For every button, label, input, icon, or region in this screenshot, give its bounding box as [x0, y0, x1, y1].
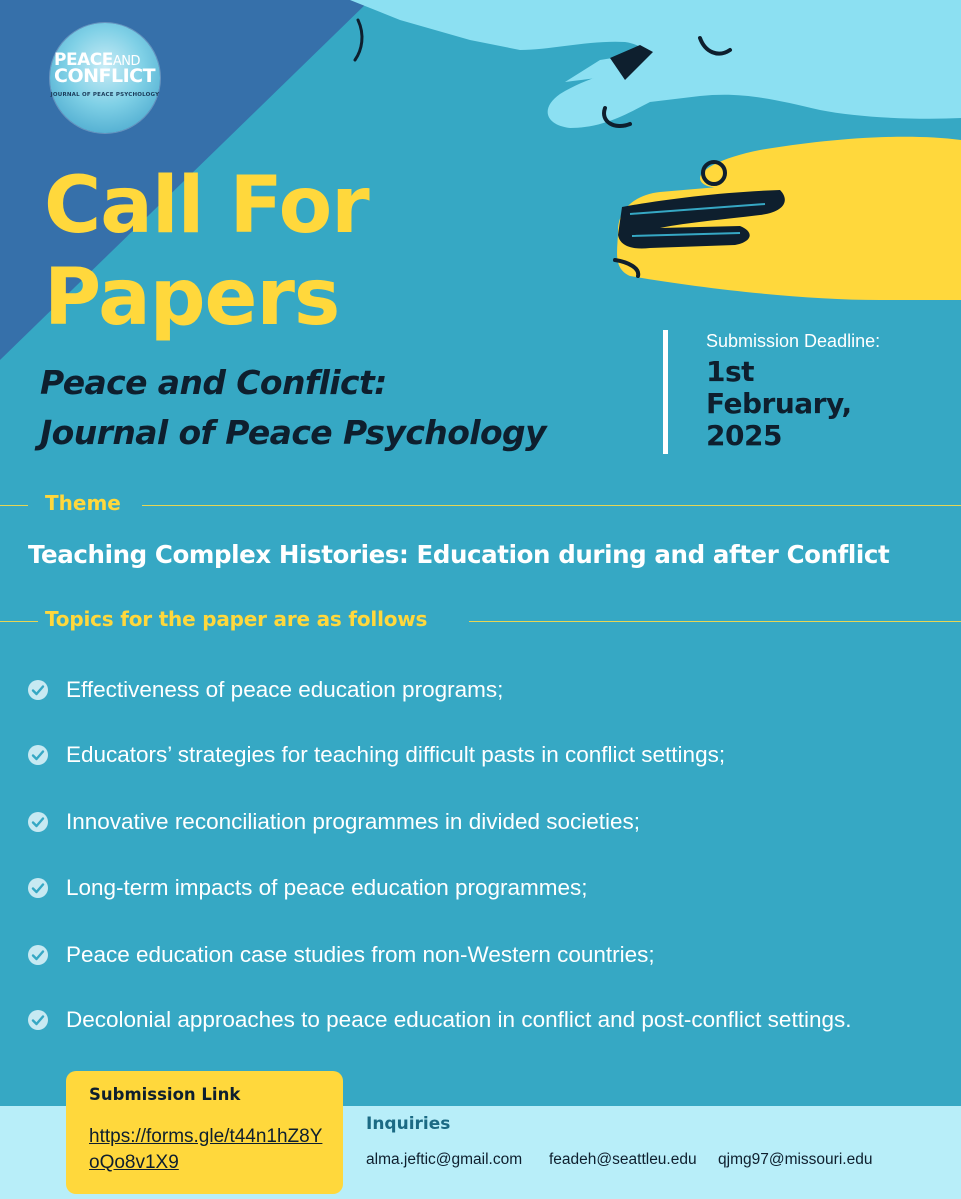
inquiries-title: Inquiries	[366, 1114, 451, 1134]
inquiry-email[interactable]: alma.jeftic@gmail.com	[366, 1151, 523, 1168]
check-circle-icon	[27, 1009, 49, 1031]
check-circle-icon	[27, 944, 49, 966]
topic-item	[27, 873, 588, 903]
deadline-month: February,	[706, 387, 852, 420]
submission-card	[66, 1071, 343, 1194]
deadline-divider	[663, 330, 668, 454]
deadline-day: 1st	[706, 355, 755, 388]
journal-line1: Peace and Conflict:	[40, 363, 387, 402]
topic-item	[27, 740, 725, 770]
submission-title: Submission Link	[89, 1085, 241, 1104]
journal-logo	[50, 23, 160, 133]
theme-rule-left	[0, 505, 28, 506]
journal-name	[40, 358, 546, 458]
topics-label: Topics for the paper are as follows	[45, 607, 428, 631]
topic-text: Peace education case studies from non-Western countries;	[66, 942, 655, 967]
open-hand-illustration	[615, 137, 961, 300]
deadline-year: 2025	[706, 419, 782, 452]
topics-rule-left	[0, 621, 38, 622]
page-title	[44, 160, 369, 344]
title-line1: Call For	[44, 161, 369, 251]
topic-item	[27, 940, 655, 970]
submission-link[interactable]: https://forms.gle/t44n1hZ8YoQo8v1X9	[89, 1126, 323, 1173]
topic-text: Long-term impacts of peace education programmes;	[66, 875, 588, 900]
topic-text: Innovative reconciliation programmes in divided societies;	[66, 809, 641, 834]
title-line2: Papers	[44, 253, 340, 343]
logo-text-line1: PEACEAND	[54, 50, 140, 70]
logo-text-line2: CONFLICT	[54, 65, 156, 87]
inquiry-email[interactable]: qjmg97@missouri.edu	[718, 1151, 873, 1168]
journal-line2: Journal of Peace Psychology	[40, 413, 546, 452]
topic-text: Effectiveness of peace education programs;	[66, 677, 504, 702]
topics-rule-right	[469, 621, 961, 622]
check-circle-icon	[27, 811, 49, 833]
check-circle-icon	[27, 877, 49, 899]
inquiry-email[interactable]: feadeh@seattleu.edu	[549, 1151, 697, 1168]
check-circle-icon	[27, 679, 49, 701]
topic-text: Educators’ strategies for teaching difficult pasts in conflict settings;	[66, 742, 726, 767]
check-circle-icon	[27, 744, 49, 766]
theme-text: Teaching Complex Histories: Education during and after Conflict	[28, 540, 890, 569]
topic-item	[27, 675, 503, 705]
topic-item	[27, 807, 640, 837]
logo-subtitle: JOURNAL OF PEACE PSYCHOLOGY	[50, 92, 160, 98]
topic-text: Decolonial approaches to peace education in conflict and post-conflict settings.	[66, 1007, 852, 1032]
reaching-hand-illustration	[350, 0, 961, 128]
topic-item	[27, 1005, 851, 1035]
deadline-date	[706, 356, 852, 452]
deadline-label: Submission Deadline:	[706, 331, 881, 351]
theme-label: Theme	[45, 491, 121, 515]
theme-rule-right	[142, 505, 961, 506]
